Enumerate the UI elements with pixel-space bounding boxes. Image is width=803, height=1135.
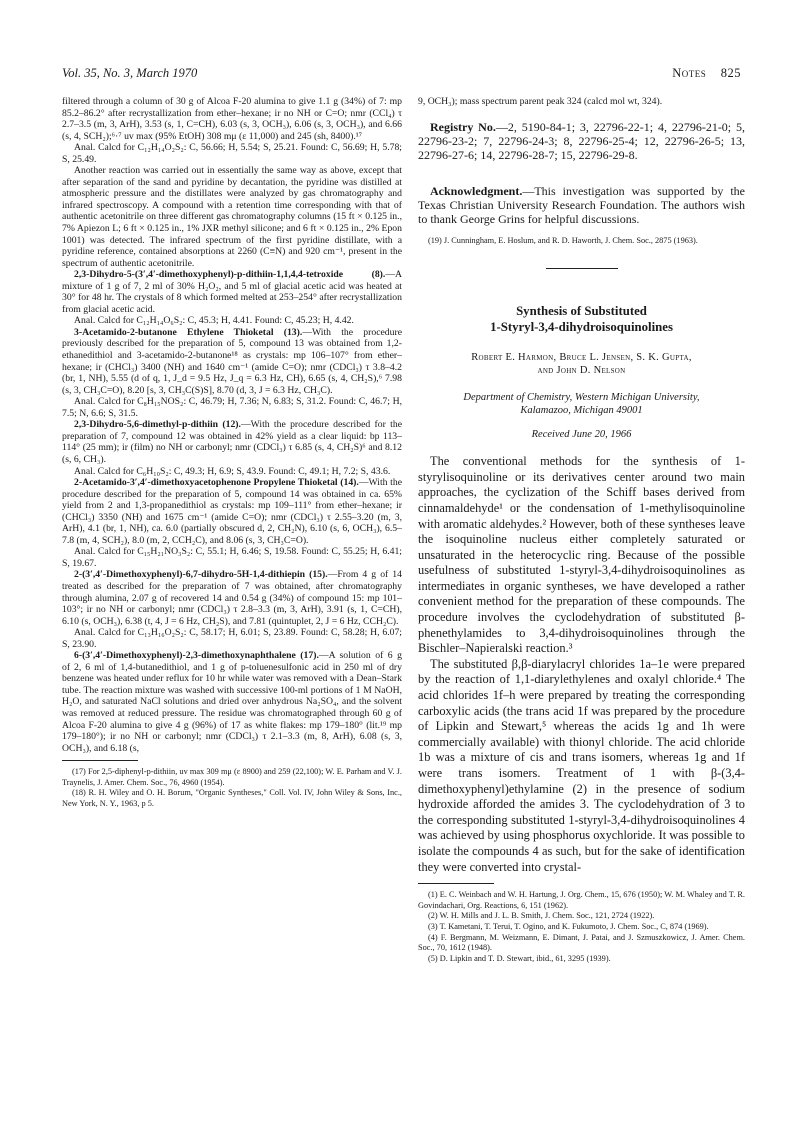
footnote-divider (418, 883, 494, 884)
compound-paragraph: 6-(3′,4′-Dimethoxyphenyl)-2,3-dimethoxynaphthalene (17).—A solution of 6 g of 2, 6 ml of 1,4-butanedithiol, and 1 g of p-toluenesulfonic acid in 250 ml of dry benzene was heated under reflux for 10 hr while water was removed with a Dean–Stark tube. The reaction mixture was washed with successive 100-ml portions of 1 M NaOH, H₂O, and saturated NaCl solutions and dried over anhydrous Na₂SO₄, and the solvent was removed at reduced pressure. The residue was chromatographed through 60 g of Alcoa F-20 alumina to give 4 g (96%) of 17 as white flakes: mp 179–180° (lit.¹⁹ mp 179–180°); ir no NH or carbonyl; nmr (CDCl₃) τ 2.1–3.3 (m, 8, ArH), 6.08 (s, 3, OCH₃), and 6.18 (s, (62, 650, 402, 754)
footnote: (17) For 2,5-diphenyl-p-dithiin, uv max 309 mμ (ε 8900) and 259 (22,100); W. E. Parham and V. J. Traynelis, J. Amer. Chem. Soc., 76, 4960 (1954). (62, 767, 402, 787)
compound-heading: 2,3-Dihydro-5-(3′,4′-dimethoxyphenyl)-p-dithiin-1,1,4,4-tetroxide (8). (74, 269, 386, 281)
analysis-paragraph: Anal. Calcd for C₁₅H₂₁NO₃S₂: C, 55.1; H, 6.46; S, 19.58. Found: C, 55.25; H, 6.41; S, 19.67. (62, 546, 402, 569)
footnote: (1) E. C. Weinbach and W. H. Hartung, J. Org. Chem., 15, 676 (1950); W. M. Whaley and T. R. Govindachari, Org. Reactions, 6, 151 (1962). (418, 890, 745, 910)
article-title: Synthesis of Substituted 1-Styryl-3,4-dihydroisoquinolines (490, 304, 673, 335)
footnote: (19) J. Cunningham, E. Hoslum, and R. D. Haworth, J. Chem. Soc., 2875 (1963). (428, 235, 698, 245)
compound-paragraph: 2,3-Dihydro-5,6-dimethyl-p-dithiin (12).—With the procedure described for the preparation of 7, compound 12 was obtained in 42% yield as a clear liquid: bp 113–114° (25 mm); ir (film) no NH or carbonyl; nmr (CDCl₃) τ 6.85 (s, 4, CH₂S)⁶ and 8.12 (s, 6, CH₃). (62, 419, 402, 465)
left-column (62, 96, 402, 810)
compound-paragraph: 3-Acetamido-2-butanone Ethylene Thioketal (13).—With the procedure previously described for the preparation of 5, compound 13 was obtained from 1,2-ethanedithiol and 3-acetamido-2-butanone¹⁸ as crystals: mp 106–107° from ether–hexane; ir (CHCl₃) 3400 (NH) and 1640 cm⁻¹ (amide C=O); nmr (CDCl₃) τ 3.8–4.2 (br, 1, NH), 5.55 (d of q, 1, J_d = 9.5 Hz, J_q = 6.3 Hz, CH), 6.65 (s, 4, CH₂S),⁶ 7.98 (s, 3, CH₃C=O), 8.20 [s, 3, CH₃C(S)S], 8.70 (d, 3, J = 6.3 Hz, CH₃C). (62, 326, 403, 396)
journal-volume: Vol. 35, No. 3, March 1970 (62, 66, 198, 80)
footnote: (4) F. Bergmann, M. Weizmann, E. Dimant, J. Patai, and J. Szmuszkowicz, J. Amer. Chem. Soc., 70, 1612 (1948). (418, 932, 745, 953)
analysis-paragraph: Anal. Calcd for C₁₃H₁₆O₂S₂: C, 58.17; H, 6.01; S, 23.89. Found: C, 58.28; H, 6.07; S, 23.90. (62, 627, 402, 650)
page-section-number (672, 66, 741, 81)
compound-paragraph: 2,3-Dihydro-5-(3′,4′-dimethoxyphenyl)-p-dithiin-1,1,4,4-tetroxide (8).—A mixture of 1 g of 7, 2 ml of 30% H₂O₂, and 5 ml of glacial acetic acid was heated at 30° for 48 hr. The crystals of 8 which formed melted at 253–254° after recrystallization from glacial acetic acid. (62, 269, 402, 315)
compound-heading: 3-Acetamido-2-butanone Ethylene Thioketal (13). (74, 326, 303, 338)
acknowledgment-paragraph: Acknowledgment.—This investigation was supported by the Texas Christian University Research Foundation. The authors wish to thank George Grins for helpful discussions. (418, 183, 745, 226)
paragraph: Another reaction was carried out in essentially the same way as above, except that after separation of the sand and pyridine by decantation, the pyridine was distilled at atmospheric pressure and the distillates were analyzed by gas chromatography and infrared spectroscopy. A compound with a retention time corresponding with that of authentic acetonitrile on three different gas chromatography columns (15 ft × 0.125 in., 7% Apiezon L; 6 ft × 0.125 in., 1% JXR methyl silicone; and 6 ft × 0.125 in., 2% Epon 1001) was detected. The infrared spectrum of the first pyridine distillate, with a pyridine reference, contained absorptions at 2260 (C≡N) and 920 cm⁻¹, present in the spectrum of authentic acetonitrile. (62, 165, 402, 269)
footnote-divider (62, 760, 138, 761)
body-paragraph: The substituted β,β-diarylacryl chlorides 1a–1e were prepared by the reaction of 1,1-diarylethylenes and oxalyl chloride.⁴ The acid chlorides 1f–h were prepared by treating the corresponding carboxylic acids (the trans acid 1f was prepared by the procedure of Lipkin and Stewart,⁵ whereas the acids 1g and 1h were commercially available) with thionyl chloride. The acid chloride 1b was a mixture of cis and trans isomers, whereas 1g and 1f were trans isomers. Treatment of 1 with β-(3,4-dimethoxyphenyl)ethylamine (2) in the presence of sodium hydroxide afforded the amides 3. The cyclodehydration of 3 to the corresponding substituted 1-styryl-3,4-dihydroisoquinolines 4 was achieved by using phosphorus oxychloride. It was possible to isolate the compounds 4 as such, but for the sake of identification they were converted into crystal- (418, 656, 745, 874)
article-authors: Robert E. Harmon, Bruce L. Jensen, S. K. Gupta, and John D. Nelson (471, 352, 692, 377)
compound-heading: 6-(3′,4′-Dimethoxyphenyl)-2,3-dimethoxynaphthalene (17). (74, 650, 319, 662)
footnote: (18) R. H. Wiley and O. H. Borum, "Organic Syntheses," Coll. Vol. IV, John Wiley & Sons, Inc., New York, N. Y., 1963, p 5. (62, 788, 402, 808)
page-number: 825 (720, 66, 741, 80)
compound-heading: 2,3-Dihydro-5,6-dimethyl-p-dithiin (12). (74, 419, 241, 431)
received-date: Received June 20, 1966 (531, 429, 632, 441)
footnote: (5) D. Lipkin and T. D. Stewart, ibid., 61, 3295 (1939). (428, 953, 611, 963)
paragraph: filtered through a column of 30 g of Alcoa F-20 alumina to give 1.1 g (34%) of 7: mp 85.2–86.2° after recrystallization from ether–hexane; ir no NH or C=O; nmr (CCl₄) τ 2.7–3.5 (m, 3, ArH), 3.53 (s, 1, C=CH), 6.03 (s, 3, OCH₃), 6.06 (s, 3, OCH₃), and 6.66 (s, 4, SCH₂);⁶·⁷ uv max (95% EtOH) 308 mμ (ε 11,000) and 245 (sh, 8400).¹⁷ (62, 96, 402, 142)
article-affiliation: Department of Chemistry, Western Michigan University, Kalamazoo, Michigan 49001 (463, 392, 700, 417)
body-paragraph: The conventional methods for the synthesis of 1-styrylisoquinoline or its derivatives center around two main approaches, the cyclization of the Schiff bases derived from cinnamaldehyde¹ or the condensation of 1-methylisoquinoline with aromatic aldehydes.² However, both of these syntheses leave the isoquinoline nucleus either completely saturated or unsaturated in the heterocyclic ring. Because of the possible usefulness of substituted 1-styryl-3,4-dihydroisoquinolines as intermediates in organic syntheses, we have developed a rather convenient method for the preparation of these compounds. The procedure involves the cyclodehydration of substituted β-phenethylamides to 3,4-dihydroisoquinolines through the Bischler–Napieralski reaction.³ (418, 454, 745, 656)
right-column (418, 96, 745, 964)
compound-paragraph: 2-(3′,4′-Dimethoxyphenyl)-6,7-dihydro-5H-1,4-dithiepin (15).—From 4 g of 14 treated as described for the preparation of 7 was obtained, after chromatography through alumina, 2.07 g of recovered 14 and 0.54 g (34%) of compound 15: mp 101–103°; ir no NH or carbonyl; nmr (CDCl₃) τ 2.8–3.3 (m, 3, ArH), 3.91 (s, 1, C=CH), 6.10 (s, OCH₃), 6.38 (t, 4, J = 6 Hz, CH₂S), and 7.81 (quintuplet, 2, J = 6 Hz, CCH₂C). (62, 569, 402, 627)
page-header (62, 66, 741, 84)
footnote: (2) W. H. Mills and J. L. B. Smith, J. Chem. Soc., 121, 2724 (1922). (428, 911, 655, 921)
registry-paragraph: Registry No.—2, 5190-84-1; 3, 22796-22-1; 4, 22796-21-0; 5, 22796-23-2; 7, 22796-24-3; 8, 22796-25-4; 12, 22796-26-5; 13, 22796-27-6; 14, 22796-28-7; 15, 22796-29-8. (418, 119, 746, 162)
analysis-paragraph: Anal. Calcd for C₆H₁₀S₂: C, 49.3; H, 6.9; S, 43.9. Found: C, 49.1; H, 7.2; S, 43.6. (74, 465, 391, 477)
article-divider (546, 268, 618, 269)
analysis-paragraph: Anal. Calcd for C₁₂H₁₄O₂S₂: C, 56.66; H, 5.54; S, 25.21. Found: C, 56.69; H, 5.78; S, 25.49. (62, 142, 402, 165)
paragraph: 9, OCH₃); mass spectrum parent peak 324 (calcd mol wt, 324). (418, 96, 663, 107)
registry-label: Registry No. (430, 119, 496, 134)
section-name: Notes (672, 66, 707, 80)
compound-heading: 2-Acetamido-3′,4′-dimethoxyacetophenone Propylene Thioketal (14). (74, 477, 359, 489)
analysis-paragraph: Anal. Calcd for C₈H₁₅NOS₂: C, 46.79; H, 7.36; N, 6.83; S, 31.2. Found: C, 46.7; H, 7.5; N, 6.6; S, 31.5. (62, 396, 402, 419)
compound-heading: 2-(3′,4′-Dimethoxyphenyl)-6,7-dihydro-5H-1,4-dithiepin (15). (74, 569, 328, 581)
acknowledgment-label: Acknowledgment. (430, 183, 523, 198)
footnote: (3) T. Kametani, T. Terui, T. Ogino, and K. Fukumoto, J. Chem. Soc., C, 874 (1969). (428, 921, 709, 931)
analysis-paragraph: Anal. Calcd for C₁₂H₁₄O₆S₂: C, 45.3; H, 4.41. Found: C, 45.23; H, 4.42. (74, 315, 354, 327)
compound-paragraph: 2-Acetamido-3′,4′-dimethoxyacetophenone Propylene Thioketal (14).—With the procedure described for the preparation of 5, compound 14 was obtained in ca. 65% yield from 2 and 1,3-propanedithiol as crystals: mp 109–111° from ether–hexane; ir (CHCl₃) 3350 (NH) and 1675 cm⁻¹ (amide C=O); nmr (CDCl₃) τ 2.55–3.20 (m, 3, ArH), 4.1 (br, 1, NH), ca. 6.0 (partially obscured d, 2, CH₂N), 6.10 (s, 6, OCH₃), 6.5–7.8 (m, 4, SCH₂), 8.0 (m, 2, CCH₂C), and 8.06 (s, 3, CH₃C=O). (62, 477, 402, 546)
